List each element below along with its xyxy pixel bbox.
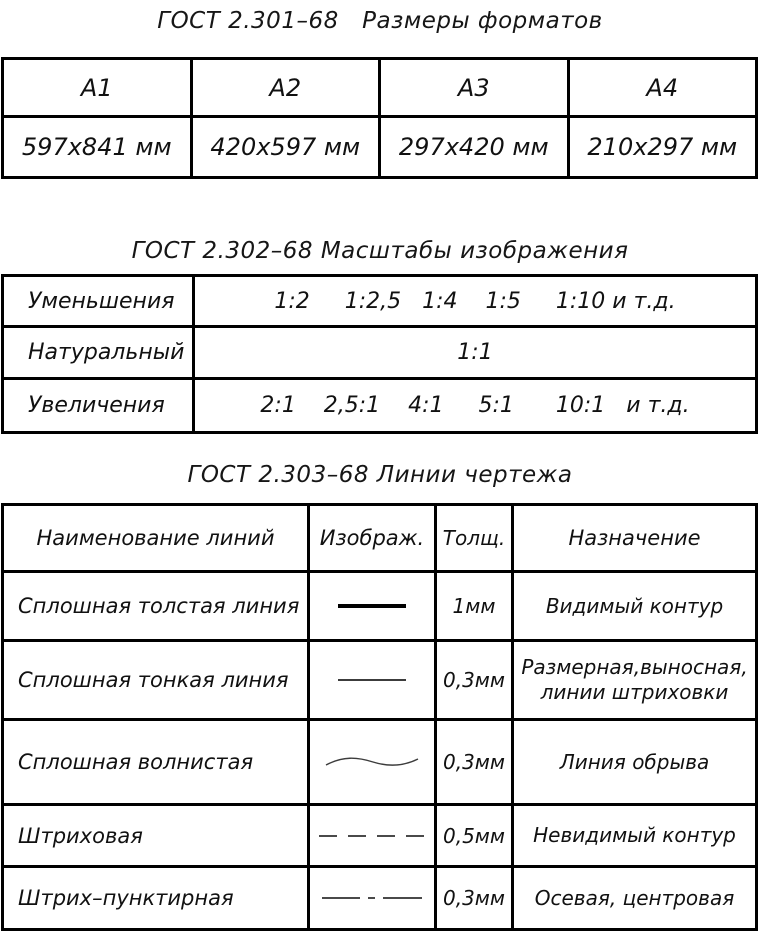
lines-header-thickness: Толщ. [437, 506, 511, 570]
line-thickness-dash-dot: 0,3мм [437, 868, 511, 928]
formats-table-title: ГОСТ 2.301–68 Размеры форматов [157, 8, 603, 34]
line-name-dash-dot: Штрих–пунктирная [4, 868, 307, 928]
format-header-a1: А1 [4, 60, 190, 115]
line-sample-cell [310, 642, 434, 718]
line-purpose-dashed: Невидимый контур [514, 806, 755, 865]
dash-dot-line-sample [322, 897, 422, 899]
line-name-solid-thin: Сплошная тонкая линия [4, 642, 307, 718]
lines-header-representation: Изображ. [310, 506, 434, 570]
dashed-line-sample [319, 835, 425, 837]
line-purpose-solid-thick: Видимый контур [514, 573, 755, 639]
line-name-wavy: Сплошная волнистая [4, 721, 307, 803]
line-purpose-solid-thin: Размерная,выносная, линии штриховки [514, 642, 755, 718]
formats-table [1, 57, 758, 179]
line-thickness-solid-thick: 1мм [437, 573, 511, 639]
scales-row-enlargement-label: Увеличения [4, 380, 192, 431]
line-thickness-solid-thin: 0,3мм [437, 642, 511, 718]
line-name-dashed: Штриховая [4, 806, 307, 865]
scales-row-reduction-values: 1:2 1:2,5 1:4 1:5 1:10 и т.д. [195, 277, 755, 325]
solid-thick-line-sample [338, 604, 406, 608]
scales-table [1, 274, 758, 434]
line-name-solid-thick: Сплошная толстая линия [4, 573, 307, 639]
line-sample-cell [310, 721, 434, 803]
format-size-a1: 597x841 мм [4, 118, 190, 176]
line-sample-cell [310, 868, 434, 928]
scales-row-natural-label: Натуральный [4, 328, 192, 377]
lines-header-name: Наименование линий [4, 506, 307, 570]
wavy-line-sample [323, 753, 421, 771]
format-header-a2: А2 [193, 60, 379, 115]
line-sample-cell [310, 806, 434, 865]
line-thickness-dashed: 0,5мм [437, 806, 511, 865]
scales-row-reduction-label: Уменьшения [4, 277, 192, 325]
scales-table-title: ГОСТ 2.302–68 Масштабы изображения [131, 238, 629, 264]
lines-table-title: ГОСТ 2.303–68 Линии чертежа [187, 462, 573, 488]
line-purpose-wavy: Линия обрыва [514, 721, 755, 803]
lines-table [1, 503, 758, 931]
scales-row-natural-values: 1:1 [195, 328, 755, 377]
lines-header-purpose: Назначение [514, 506, 755, 570]
line-thickness-wavy: 0,3мм [437, 721, 511, 803]
format-header-a4: А4 [570, 60, 756, 115]
format-size-a2: 420x597 мм [193, 118, 379, 176]
format-header-a3: А3 [381, 60, 567, 115]
scales-row-enlargement-values: 2:1 2,5:1 4:1 5:1 10:1 и т.д. [195, 380, 755, 431]
format-size-a4: 210x297 мм [570, 118, 756, 176]
solid-thin-line-sample [338, 679, 406, 681]
line-sample-cell [310, 573, 434, 639]
line-purpose-dash-dot: Осевая, центровая [514, 868, 755, 928]
format-size-a3: 297x420 мм [381, 118, 567, 176]
